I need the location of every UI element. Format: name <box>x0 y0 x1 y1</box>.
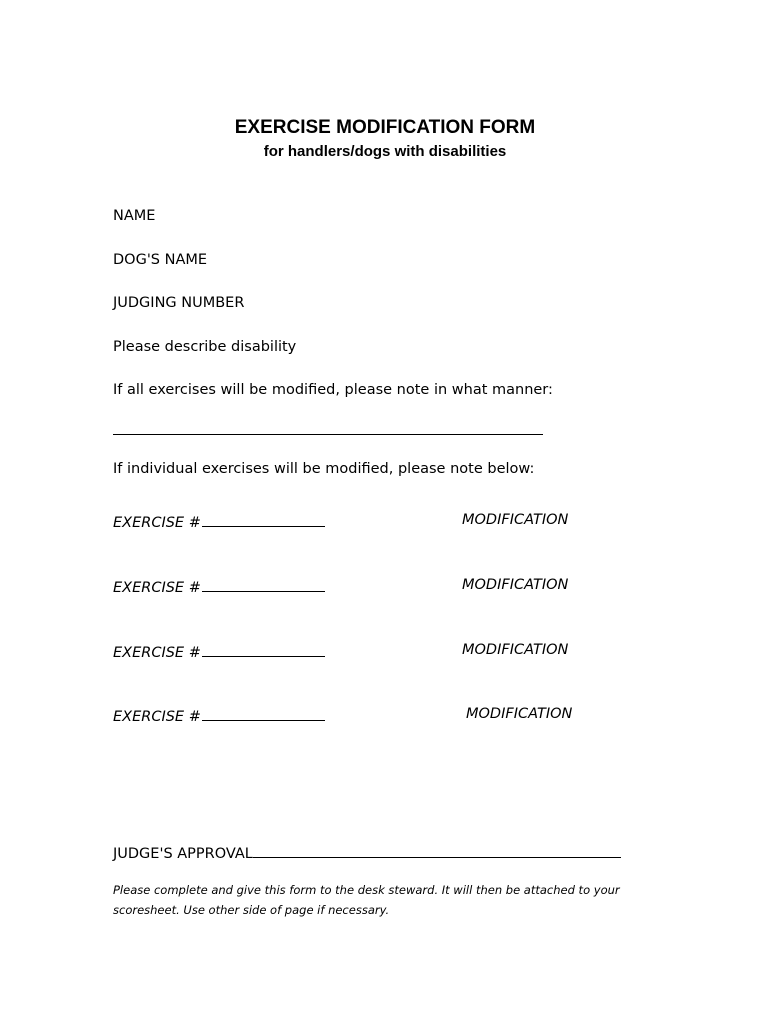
dog-name-field-label: DOG'S NAME <box>113 252 208 268</box>
judge-approval-signature-line[interactable] <box>253 843 621 858</box>
exercise-number-blank-3[interactable] <box>202 642 325 657</box>
exercise-number-blank-1[interactable] <box>202 512 325 527</box>
judging-number-field-label: JUDGING NUMBER <box>113 295 245 311</box>
exercise-label-3: EXERCISE # <box>113 642 325 661</box>
form-subtitle: for handlers/dogs with disabilities <box>263 143 507 160</box>
disability-field-label: Please describe disability <box>113 339 297 355</box>
exercise-number-blank-4[interactable] <box>202 706 325 721</box>
all-exercises-label: If all exercises will be modified, please note in what manner: <box>113 382 553 398</box>
all-exercises-answer-line[interactable] <box>113 434 543 435</box>
individual-exercises-label: If individual exercises will be modified, please note below: <box>113 461 535 477</box>
modification-label-4: MODIFICATION <box>466 706 573 722</box>
exercise-label-2: EXERCISE # <box>113 577 325 596</box>
modification-label-3: MODIFICATION <box>462 642 569 658</box>
exercise-number-blank-2[interactable] <box>202 577 325 592</box>
form-title: EXERCISE MODIFICATION FORM <box>234 117 536 138</box>
modification-label-1: MODIFICATION <box>462 512 569 528</box>
footer-note: Please complete and give this form to the desk steward. It will then be attached to your scoresheet. Use other side of page if necessary. <box>113 883 620 917</box>
judge-approval-label: JUDGE'S APPROVAL <box>113 843 621 862</box>
exercise-label-1: EXERCISE # <box>113 512 325 531</box>
exercise-label-4: EXERCISE # <box>113 706 325 725</box>
name-field-label: NAME <box>113 208 156 224</box>
modification-label-2: MODIFICATION <box>462 577 569 593</box>
